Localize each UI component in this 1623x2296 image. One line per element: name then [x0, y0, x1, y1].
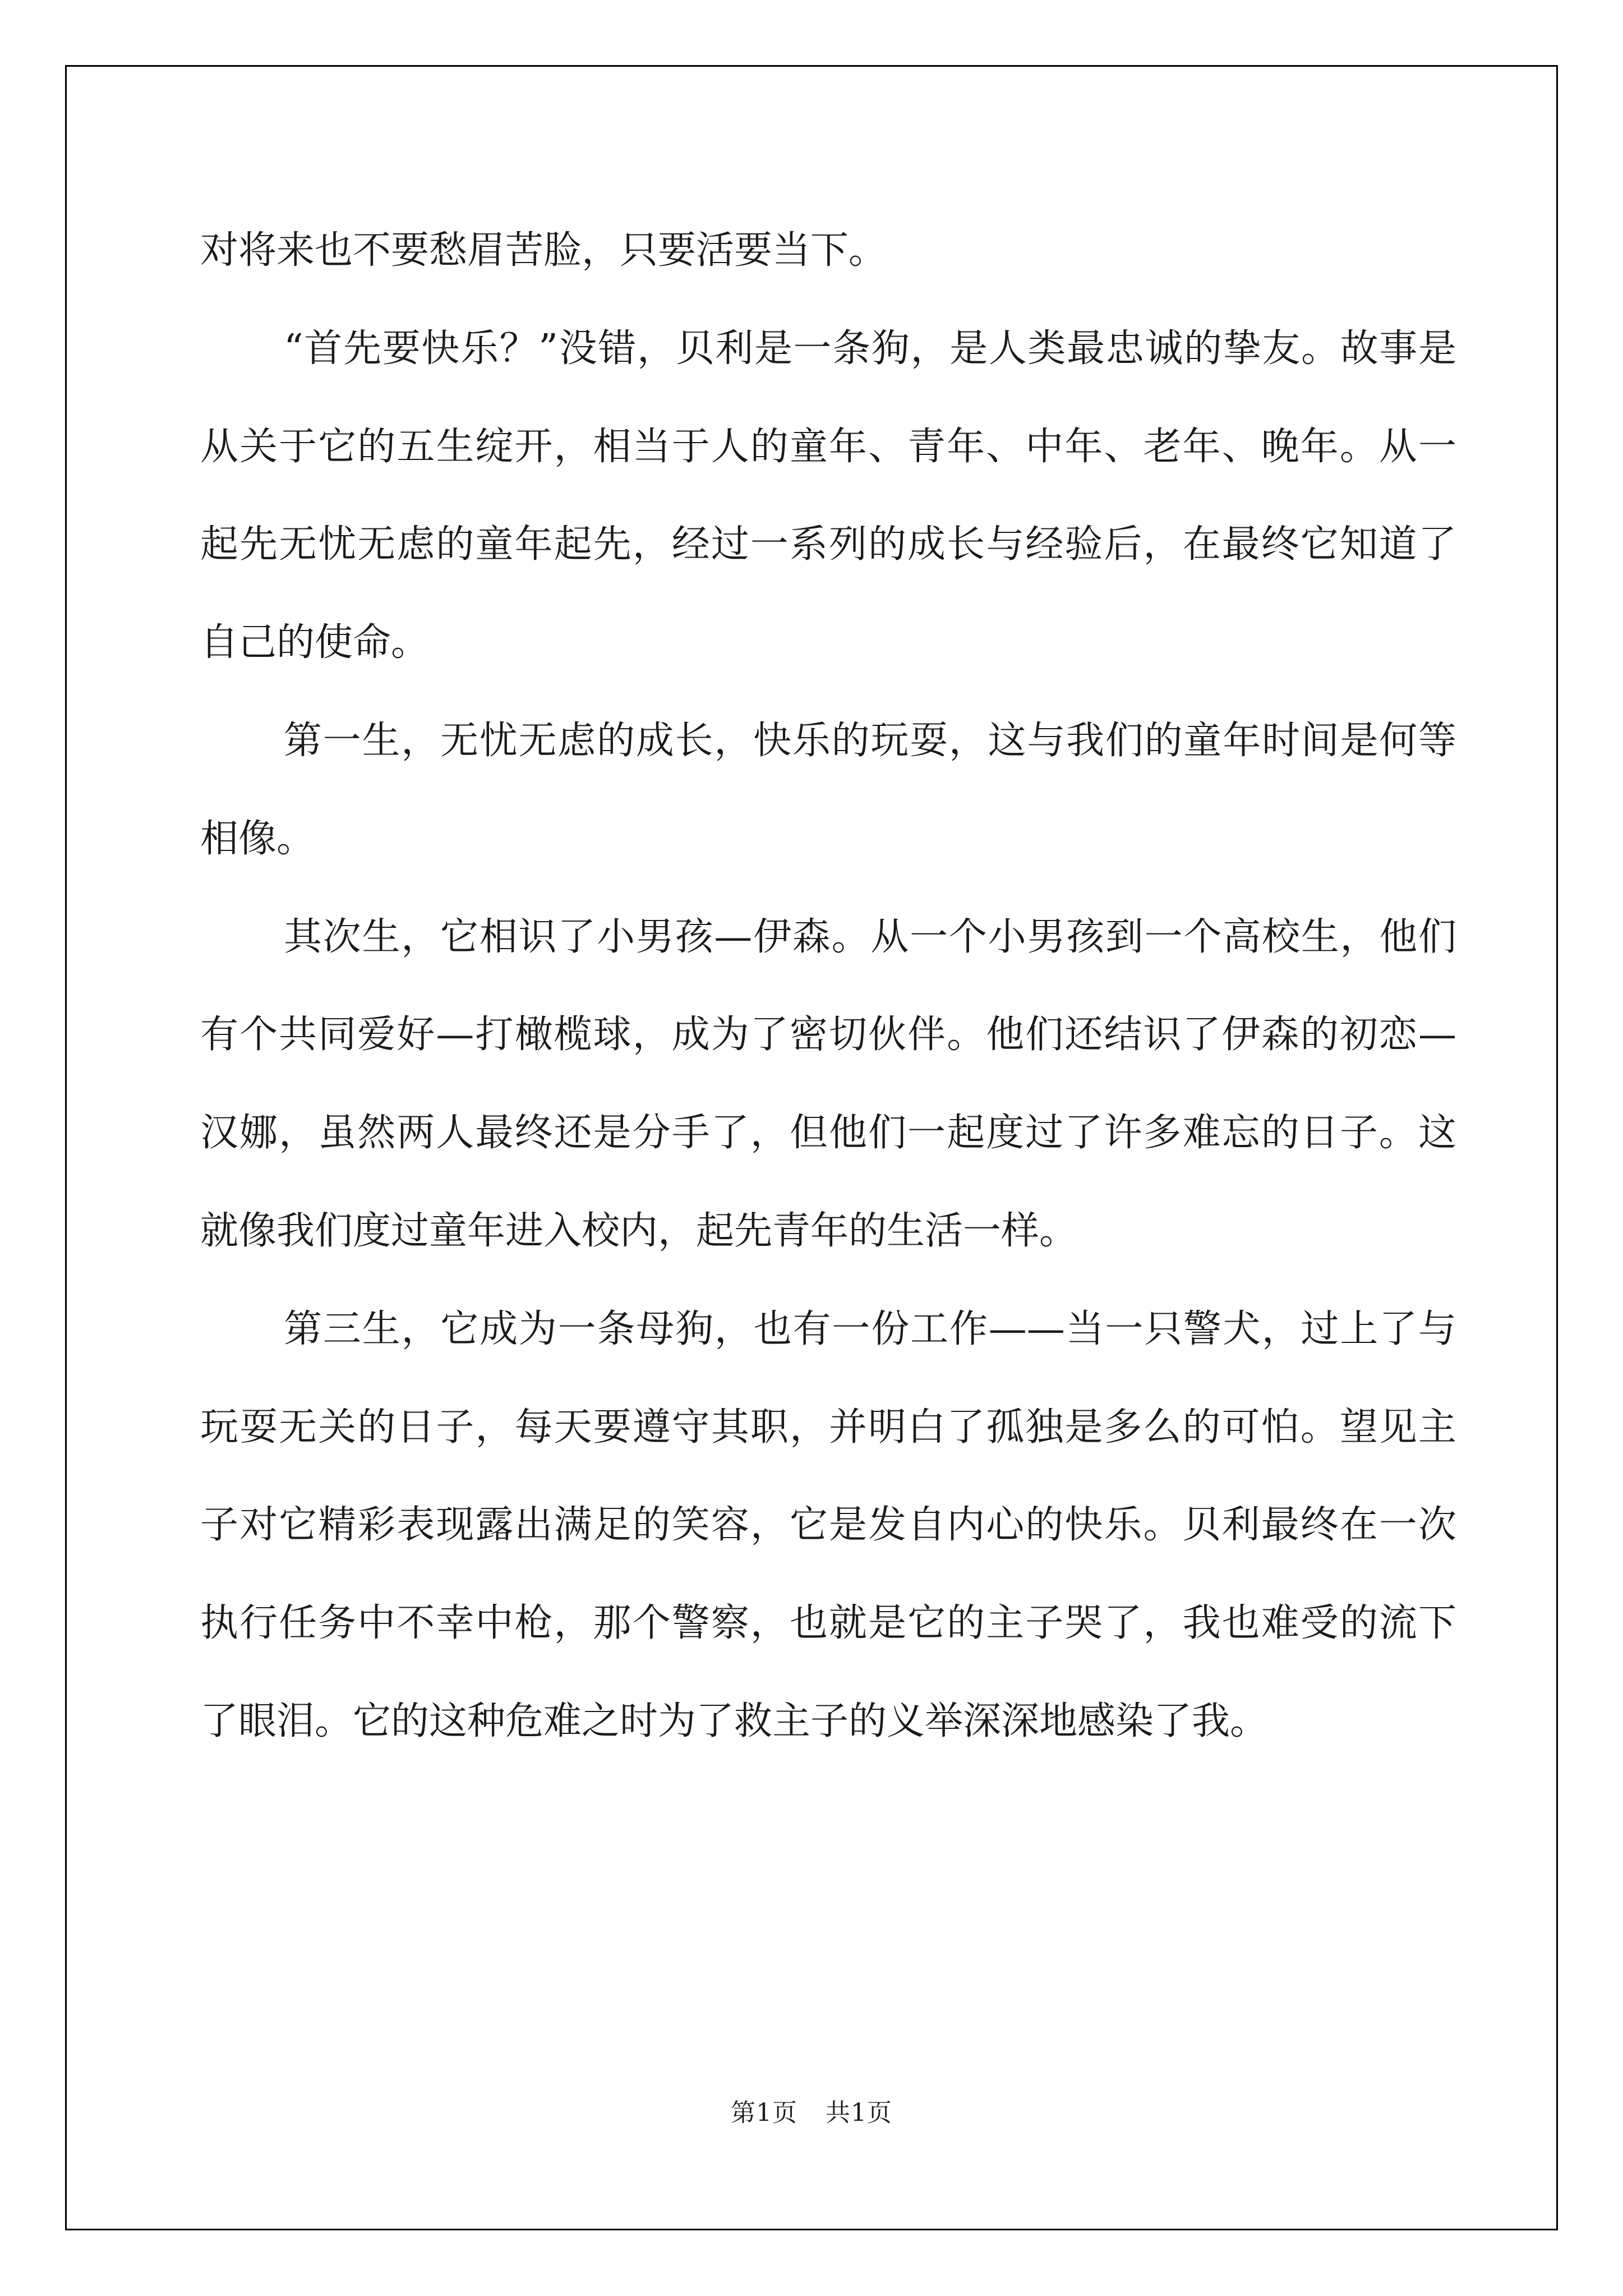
page-footer	[0, 2092, 1623, 2128]
paragraph-1: 对将来也不要愁眉苦脸，只要活要当下。	[200, 228, 887, 273]
paragraph-4: 其次生，它相识了小男孩—伊森。从一个小男孩到一个高校生，他们有个共同爱好—打橄榄球，成为了密切伙伴。他们还结识了伊森的初恋—汉娜，虽然两人最终还是分手了，但他们一起度过了许多难忘的日子。这就像我们度过童年进入校内，起先青年的生活一样。	[200, 914, 1456, 1253]
paragraph-3: 第一生，无忧无虑的成长，快乐的玩耍，这与我们的童年时间是何等相像。	[200, 718, 1456, 861]
paragraph-2: “首先要快乐？”没错，贝利是一条狗，是人类最忠诚的挚友。故事是从关于它的五生绽开，相当于人的童年、青年、中年、老年、晚年。从一起先无忧无虑的童年起先，经过一系列的成长与经验后，在最终它知道了自己的使命。	[200, 326, 1456, 665]
page-total: 共1页	[826, 2099, 892, 2127]
page-number: 第1页	[731, 2099, 797, 2127]
paragraph-5: 第三生，它成为一条母狗，也有一份工作——当一只警犬，过上了与玩耍无关的日子，每天要遵守其职，并明白了孤独是多么的可怕。望见主子对它精彩表现露出满足的笑容，它是发自内心的快乐。贝利最终在一次执行任务中不幸中枪，那个警察，也就是它的主子哭了，我也难受的流下了眼泪。它的这种危难之时为了救主子的义举深深地感染了我。	[200, 1306, 1456, 1743]
document-body	[200, 202, 1456, 1771]
